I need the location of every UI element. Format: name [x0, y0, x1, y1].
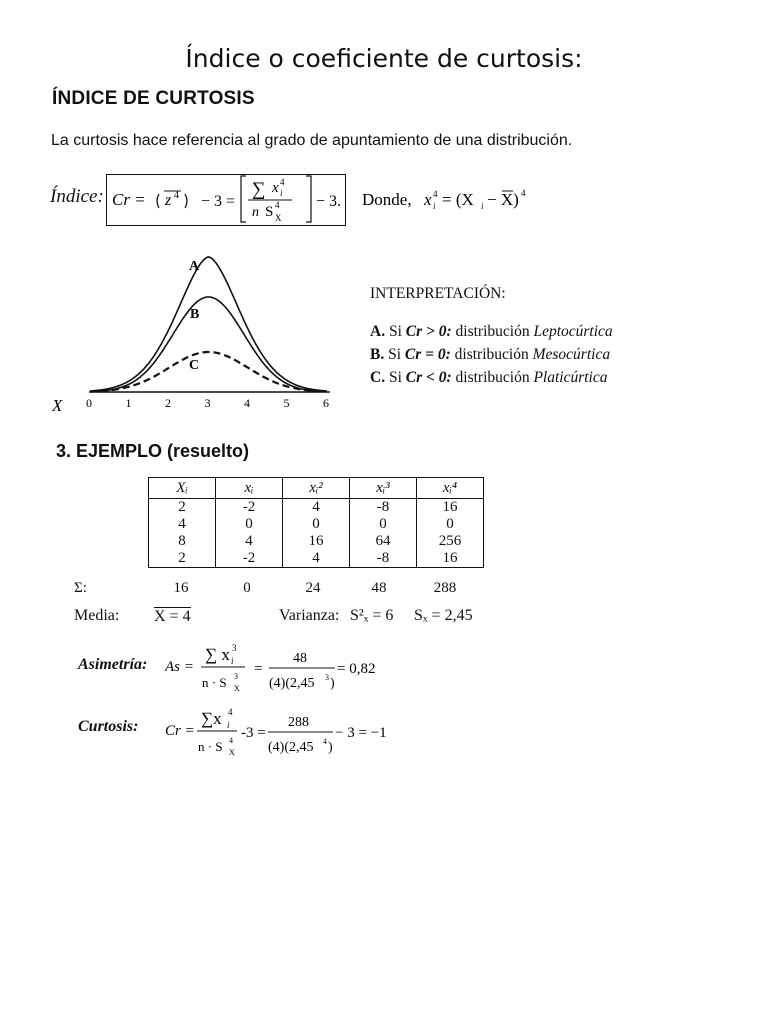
formula-label: Índice:: [50, 186, 104, 207]
sum-value: 24: [305, 580, 321, 596]
interpretation-item-a: [370, 323, 613, 341]
cr-n2: 288: [288, 715, 309, 730]
interp-type: Leptocúrtica: [533, 323, 613, 340]
as-num-exp: 3: [232, 643, 237, 653]
formula-svg: [106, 170, 766, 230]
formula-cr: Cr =: [112, 190, 146, 209]
formula-xi-sub: i: [280, 188, 283, 198]
table-cell: -2: [216, 499, 283, 517]
interp-type: Platicúrtica: [533, 369, 608, 386]
table-cell: 0: [417, 516, 484, 533]
asimetria-formula: [165, 640, 405, 694]
table-row: [149, 499, 484, 517]
table-cell: 64: [350, 533, 417, 550]
sum-value: 0: [243, 580, 251, 596]
sum-value: 48: [371, 580, 387, 596]
x-tick-label: 6: [323, 396, 329, 410]
interp-cond: Cr > 0:: [405, 323, 452, 340]
table-row: [149, 516, 484, 533]
interp-text: distribución: [455, 369, 530, 386]
table-cell: 8: [149, 533, 216, 550]
table-row: [149, 533, 484, 550]
cr-num-sub: i: [227, 720, 230, 730]
table-cell: -8: [350, 499, 417, 517]
cr-den-exp: 4: [229, 736, 233, 745]
interp-letter: C.: [370, 369, 386, 386]
formula-z: z: [165, 192, 172, 209]
table-cell: 0: [216, 516, 283, 533]
cr-result: − 3 = −1: [335, 725, 387, 741]
formula-S: S: [265, 204, 274, 220]
table-cell: 2: [149, 550, 216, 568]
table-cell: 0: [350, 516, 417, 533]
interp-cond: Cr = 0:: [404, 346, 451, 363]
formula-paren-right: [185, 194, 187, 208]
x-tick-label: 4: [244, 396, 250, 410]
interpretation-item-b: [370, 346, 610, 364]
header-cell: xᵢ: [216, 478, 283, 499]
table-cell: 16: [417, 550, 484, 568]
cr-d2-close: ): [328, 740, 333, 755]
table-cell: 4: [149, 516, 216, 533]
as-n2: 48: [293, 651, 307, 666]
cr-den: n · S: [198, 739, 223, 754]
curtosis-formula: [165, 704, 405, 758]
as-num-sub: i: [231, 656, 234, 666]
x-axis-label: X: [52, 396, 63, 415]
intro-text: La curtosis hace referencia al grado de apuntamiento de una distribución.: [51, 132, 573, 149]
donde-close: − X): [487, 190, 519, 209]
cr-den-sub: X: [229, 748, 235, 757]
interpretation-title: INTERPRETACIÓN:: [370, 285, 506, 302]
varianza-label: Varianza:: [279, 607, 340, 624]
table-row: [149, 550, 484, 568]
varianza-value: S²ₓ = 6: [350, 607, 394, 624]
interp-text: distribución: [454, 346, 529, 363]
table-cell: 4: [216, 533, 283, 550]
cr-lhs: Cr =: [165, 723, 195, 739]
formula-z-exp: 4: [174, 190, 179, 201]
formula-xi-exp: 4: [280, 177, 285, 187]
as-d2: (4)(2,45: [269, 676, 315, 691]
cr-num: ∑x: [201, 709, 222, 728]
x-tick-label: 3: [204, 396, 211, 410]
interp-si: Si: [388, 323, 402, 340]
donde-x: x: [424, 190, 432, 209]
as-den-exp: 3: [234, 672, 238, 681]
sum-value: 16: [173, 580, 189, 596]
as-num: ∑ x: [205, 645, 230, 664]
curtosis-label: Curtosis:: [78, 718, 139, 735]
formula-paren-left: [157, 194, 159, 208]
formula-minus3: − 3 =: [201, 193, 236, 210]
sum-label: Σ:: [74, 580, 87, 596]
bracket-right: [306, 176, 311, 222]
donde-exp: 4: [521, 188, 526, 198]
table-cell: 4: [283, 550, 350, 568]
as-den: n · S: [202, 675, 227, 690]
donde-X-sub: i: [481, 201, 484, 211]
table-cell: 4: [283, 499, 350, 517]
as-eq: =: [254, 661, 263, 677]
example-table: [148, 477, 484, 568]
as-d2-exp: 3: [325, 673, 329, 682]
x-tick-label: 1: [125, 396, 132, 410]
cr-d2-exp: 4: [323, 737, 327, 746]
x-tick-label: 2: [165, 396, 171, 410]
curve-mesokurtic: [90, 297, 327, 392]
page-title: Índice o coeficiente de curtosis:: [185, 44, 583, 73]
as-d2-close: ): [330, 676, 335, 691]
table-cell: 16: [417, 499, 484, 517]
formula-donde: Donde,: [362, 190, 412, 209]
sum-row: [74, 580, 494, 600]
donde-eq: = (X: [442, 190, 474, 209]
table-cell: -2: [216, 550, 283, 568]
section-title: ÍNDICE DE CURTOSIS: [52, 88, 255, 109]
example-title: 3. EJEMPLO (resuelto): [56, 441, 250, 461]
table-cell: 0: [283, 516, 350, 533]
bracket-left: [241, 176, 246, 222]
table-cell: -8: [350, 550, 417, 568]
interpretation-item-c: [370, 369, 608, 387]
formula-n: n: [252, 205, 259, 220]
table-cell: 2: [149, 499, 216, 517]
as-den-sub: X: [234, 684, 240, 693]
interp-si: Si: [388, 346, 402, 363]
header-cell: xᵢ⁴: [417, 478, 484, 499]
as-lhs: As =: [165, 659, 194, 675]
curve-label-a: A: [189, 259, 200, 274]
cr-mid: -3 =: [241, 725, 266, 741]
donde-x-sub: i: [433, 201, 436, 211]
curve-label-c: C: [189, 358, 200, 373]
interp-text: distribución: [455, 323, 530, 340]
table-cell: 256: [417, 533, 484, 550]
cr-d2: (4)(2,45: [268, 740, 314, 755]
header-cell: xᵢ²: [283, 478, 350, 499]
formula-tail: − 3.: [316, 193, 342, 210]
header-cell: Xᵢ: [149, 478, 216, 499]
formula-sum: ∑: [252, 179, 266, 200]
donde-x-exp: 4: [433, 189, 438, 199]
interp-type: Mesocúrtica: [532, 346, 611, 363]
header-cell: xᵢ³: [350, 478, 417, 499]
formula-xi: x: [272, 180, 279, 196]
as-result: = 0,82: [337, 661, 376, 677]
asimetria-label: Asimetría:: [78, 656, 148, 673]
table-header-row: [149, 478, 484, 499]
media-row: [74, 607, 534, 629]
sx-value: Sₓ = 2,45: [414, 607, 473, 624]
table-cell: 16: [283, 533, 350, 550]
interp-letter: A.: [370, 323, 386, 340]
media-value: X = 4: [154, 608, 191, 625]
curve-leptokurtic: [90, 257, 327, 391]
interp-si: Si: [388, 369, 402, 386]
formula-S-sub: X: [275, 213, 282, 223]
curve-label-b: B: [190, 307, 200, 322]
kurtosis-curves-figure: [45, 240, 335, 418]
interp-letter: B.: [370, 346, 385, 363]
media-label: Media:: [74, 607, 120, 624]
x-tick-label: 5: [283, 396, 290, 410]
cr-num-exp: 4: [228, 707, 233, 717]
formula-S-exp: 4: [275, 200, 280, 210]
sum-value: 288: [433, 580, 457, 596]
x-tick-label: 0: [86, 396, 92, 410]
interp-cond: Cr < 0:: [405, 369, 452, 386]
